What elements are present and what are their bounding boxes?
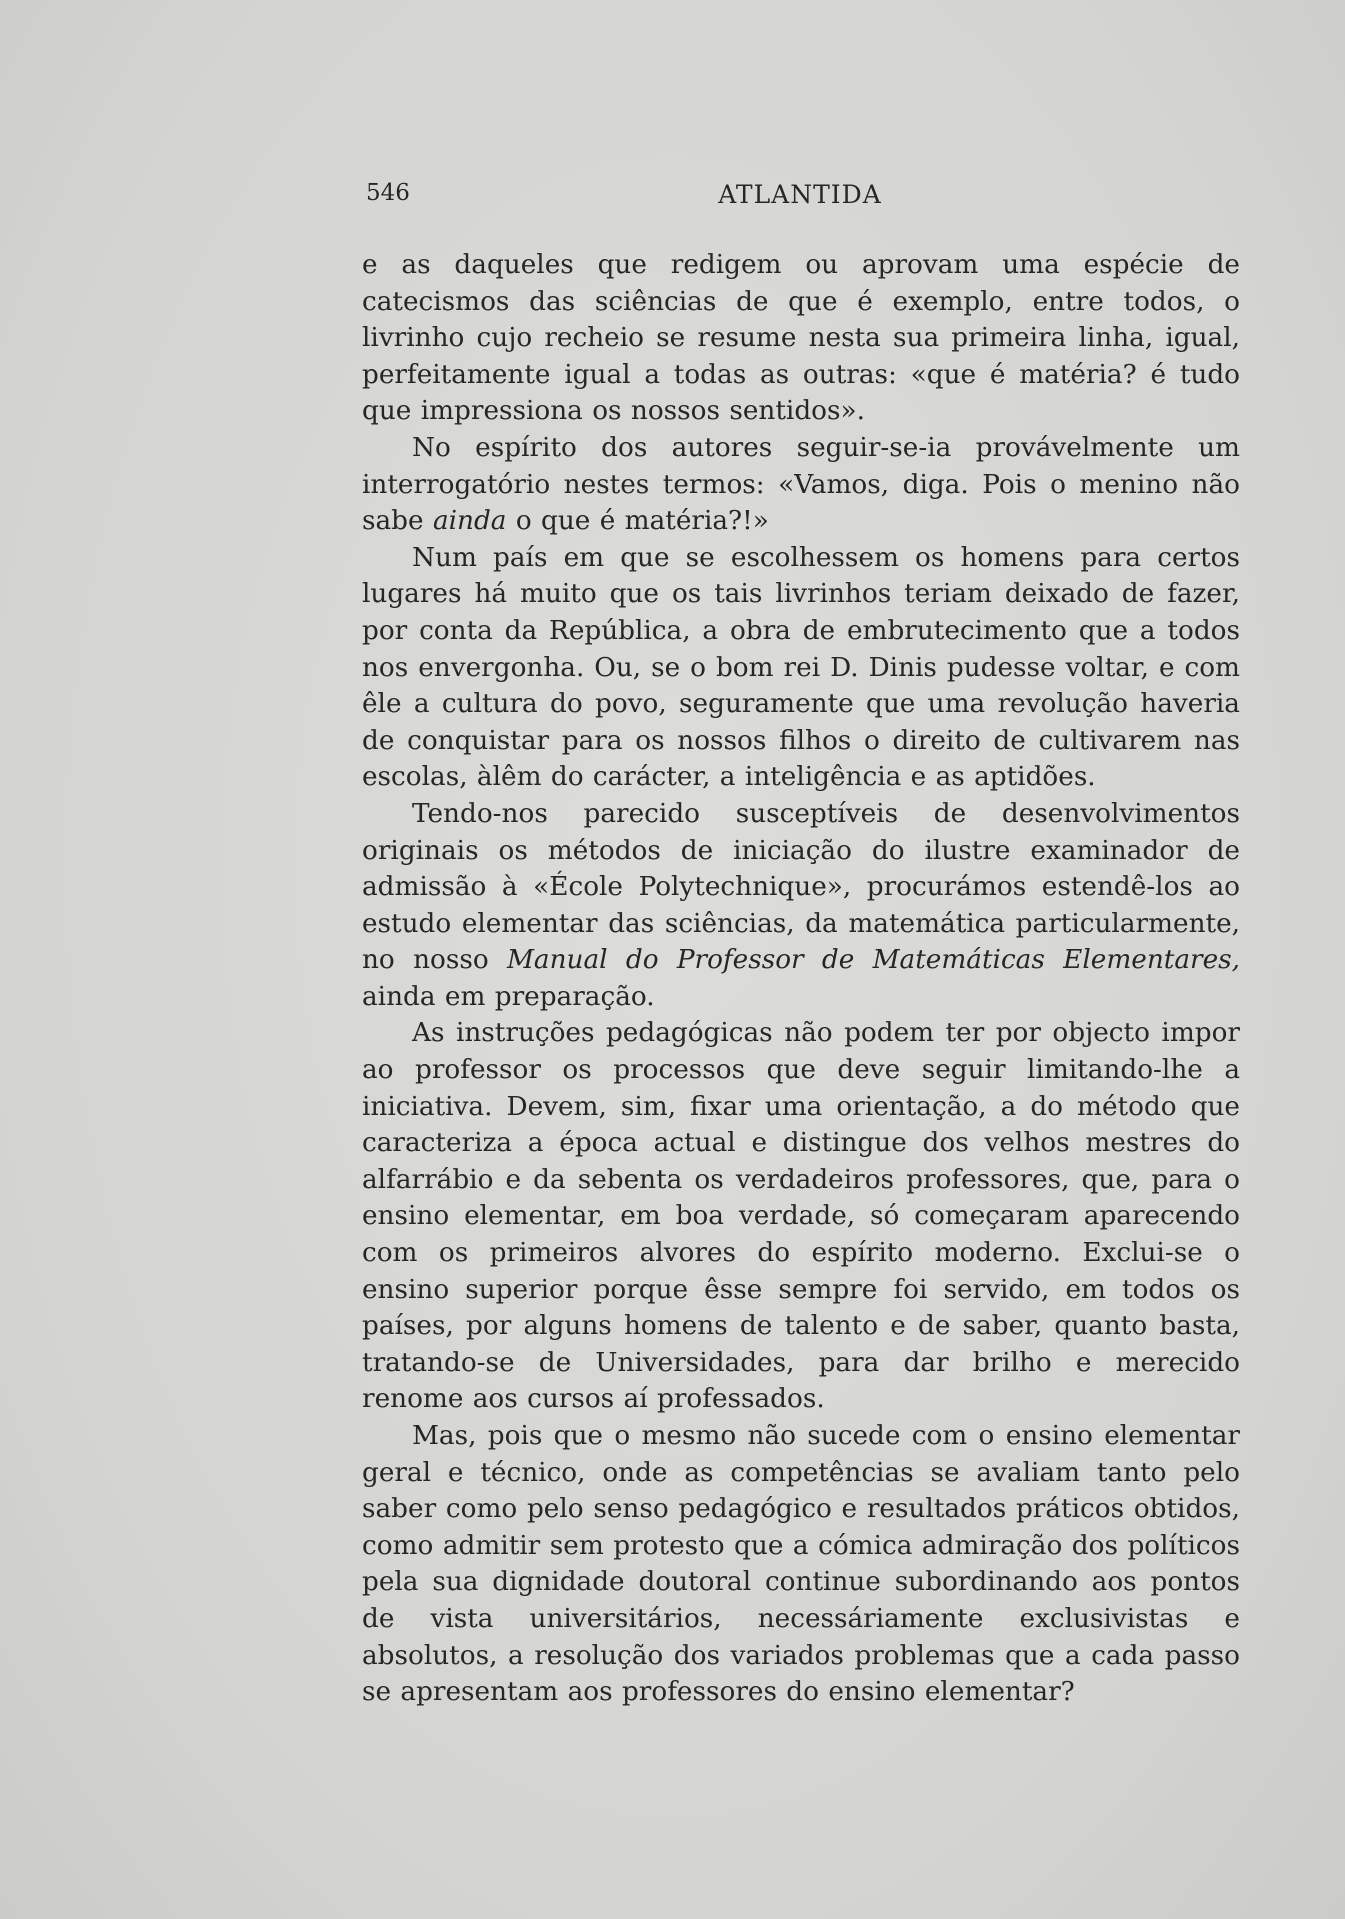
running-head	[360, 180, 1240, 220]
paragraph-2	[362, 430, 1240, 540]
paragraph-2-text-start: No espírito dos autores seguir-se-ia provávelmente um interrogatório nestes termos: «Vamos, diga. Pois o menino não sabe	[362, 432, 1240, 537]
paragraph-1-text: e as daqueles que redigem ou aprovam uma espécie de catecismos das sciências de que é exemplo, entre todos, o livrinho cujo recheio se resume nesta sua primeira linha, igual, perfeitamente igual a todas as outras: «que é matéria? é tudo que impressiona os nossos sentidos».	[362, 250, 1240, 427]
paragraph-4-text-start: Tendo-nos parecido susceptíveis de desenvolvimentos originais os métodos de iniciação do ilustre examinador de admissão à «École Polytechnique», procurámos estendê-los ao estudo elementar das sciências, da matemática particularmente, no nosso	[362, 798, 1240, 976]
paragraph-6-text: Mas, pois que o mesmo não sucede com o ensino elementar geral e técnico, onde as competências se avaliam tanto pelo saber como pelo senso pedagógico e resultados práticos obtidos, como admitir sem protesto que a cómica admiração dos políticos pela sua dignidade doutoral continue subordinando aos pontos de vista universitários, necessáriamente exclusivistas e absolutos, a resolução dos variados problemas que a cada passo se apresentam aos professores do ensino elementar?	[362, 1421, 1240, 1708]
paragraph-3-text: Num país em que se escolhessem os homens para certos lugares há muito que os tais livrinhos teriam deixado de fazer, por conta da República, a obra de embrutecimento que a todos nos envergonha. Ou, se o bom rei D. Dinis pudesse voltar, e com êle a cultura do povo, seguramente que uma revolução haveria de conquistar para os nossos filhos o direito de cultivarem nas escolas, àlêm do carácter, a inteligência e as aptidões.	[362, 542, 1240, 793]
body-text	[362, 247, 1240, 1711]
page-number: 546	[366, 180, 410, 206]
paragraph-5	[362, 1015, 1240, 1418]
journal-title: ATLANTIDA	[718, 180, 882, 209]
paragraph-6	[362, 1418, 1240, 1711]
paragraph-2-text-end: o que é matéria?!»	[506, 506, 769, 537]
paragraph-2-italic: ainda	[432, 506, 507, 537]
paragraph-1	[362, 247, 1240, 430]
paragraph-5-text: As instruções pedagógicas não podem ter por objecto impor ao professor os processos que deve seguir limitando-lhe a iniciativa. Devem, sim, fixar uma orientação, a do método que caracteriza a época actual e distingue dos velhos mestres do alfarrábio e da sebenta os verdadeiros professores, que, para o ensino elementar, em boa verdade, só começaram aparecendo com os primeiros alvores do espírito moderno. Exclui-se o ensino superior porque êsse sempre foi servido, em todos os países, por alguns homens de talento e de saber, quanto basta, tratando-se de Universidades, para dar brilho e merecido renome aos cursos aí professados.	[362, 1018, 1240, 1415]
paragraph-4	[362, 796, 1240, 1016]
paragraph-3	[362, 540, 1240, 796]
paragraph-4-italic: Manual do Professor de Matemáticas Elementares,	[506, 945, 1240, 976]
paragraph-4-text-end: ainda em preparação.	[362, 981, 655, 1012]
